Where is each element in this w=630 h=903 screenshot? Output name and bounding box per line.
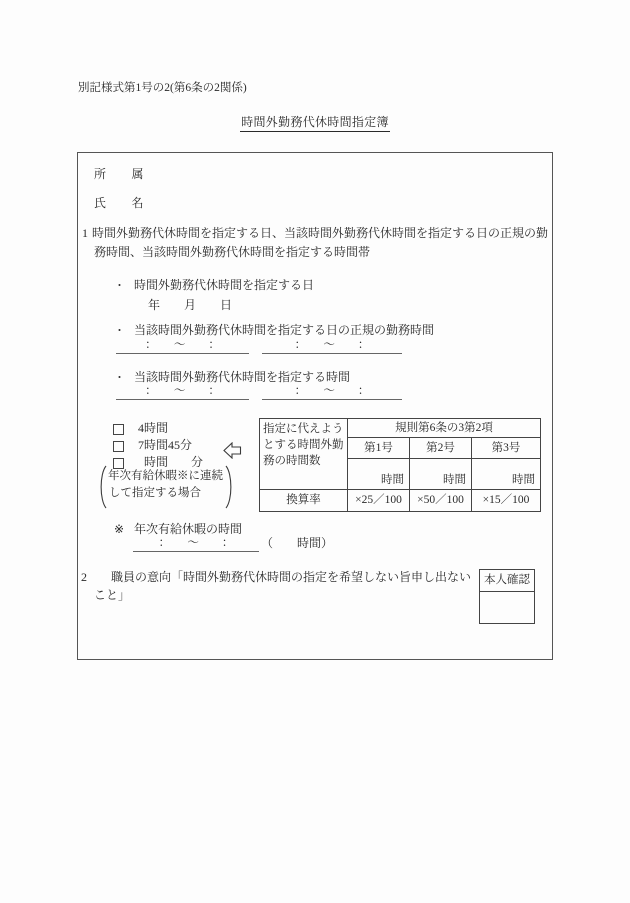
table-hours-cell-3[interactable]: 時間 (472, 459, 541, 490)
table-left-header-line: 指定に代えよう (263, 423, 344, 435)
item-date-label: 時間外勤務代休時間を指定する日 (134, 278, 315, 292)
checkbox-custom-time[interactable] (113, 458, 124, 469)
form-number-note: 別記様式第1号の2(第6条の2関係) (78, 82, 247, 94)
annual-leave-note-label: 年次有給休暇の時間 (134, 522, 243, 536)
self-confirmation-header: 本人確認 (480, 570, 534, 592)
table-left-header-line: 務の時間数 (263, 455, 321, 467)
checkbox-7h45m[interactable] (113, 441, 124, 452)
title-row (0, 116, 630, 132)
affiliation-label: 所 属 (94, 167, 145, 181)
regular-time-blank-2[interactable]: ： ～ ： (262, 337, 402, 354)
table-rate-label: 換算率 (260, 490, 348, 512)
table-hours-cell-2[interactable]: 時間 (410, 459, 472, 490)
designate-time-blank-2[interactable]: ： ～ ： (262, 383, 402, 400)
section1-text-line2: 務時間、当該時間外勤務代休時間を指定する時間帯 (94, 245, 371, 259)
section1-number: 1 (82, 226, 88, 240)
self-confirmation-field[interactable] (480, 592, 534, 623)
section2-number: 2 (81, 570, 87, 584)
checkbox-7h45m-label: 7時間45分 (138, 438, 193, 452)
section1-text-line1: 時間外勤務代休時間を指定する日、当該時間外勤務代休時間を指定する日の正規の勤 (92, 226, 549, 240)
self-confirmation-box (479, 569, 535, 624)
form-body-box (77, 152, 553, 660)
table-rate-1: ×25／100 (348, 490, 410, 512)
annual-leave-hours-suffix: （ 時間） (261, 536, 334, 550)
table-col-header-2: 第2号 (410, 438, 472, 459)
date-fill-line[interactable]: 年 月 日 (148, 298, 233, 312)
checkbox-custom-hours-label: 時間 (144, 455, 169, 469)
name-label: 氏 名 (94, 196, 145, 210)
table-col-header-3: 第3号 (472, 438, 541, 459)
checkbox-4hours[interactable] (113, 424, 124, 435)
checkbox-custom-minutes-label: 分 (191, 455, 204, 469)
bullet-icon: ・ (114, 280, 125, 292)
bullet-icon: ・ (114, 325, 125, 337)
right-paren-icon (225, 465, 235, 509)
left-paren-icon (97, 465, 107, 509)
checkbox-4hours-label: 4時間 (138, 421, 169, 435)
table-rate-2: ×50／100 (410, 490, 472, 512)
bullet-icon: ・ (114, 372, 125, 384)
table-left-header (260, 419, 348, 490)
table-col-header-1: 第1号 (348, 438, 410, 459)
section2-text-line1: 職員の意向「時間外勤務代休時間の指定を希望しない旨申し出ない (111, 570, 472, 584)
regular-time-blank-1[interactable]: ： ～ ： (116, 337, 249, 354)
table-hours-cell-1[interactable]: 時間 (348, 459, 410, 490)
conversion-rate-table (259, 418, 541, 512)
paren-note-line1: 年次有給休暇※に連続 (108, 470, 223, 482)
page-title: 時間外勤務代休時間指定簿 (240, 116, 390, 132)
annual-leave-time-blank[interactable]: ： ～ ： (133, 535, 259, 552)
reference-marker: ※ (114, 522, 125, 536)
table-left-header-line: とする時間外勤 (263, 439, 344, 451)
item-regular-label: 当該時間外勤務代休時間を指定する日の正規の勤務時間 (134, 323, 435, 337)
item-designate-label: 当該時間外勤務代休時間を指定する時間 (134, 370, 351, 384)
paren-note-line2: して指定する場合 (109, 487, 201, 499)
left-arrow-icon (223, 442, 242, 459)
table-rate-3: ×15／100 (472, 490, 541, 512)
section2-text-line2: こと」 (94, 588, 131, 602)
table-group-header: 規則第6条の3第2項 (348, 419, 541, 438)
designate-time-blank-1[interactable]: ： ～ ： (116, 383, 249, 400)
